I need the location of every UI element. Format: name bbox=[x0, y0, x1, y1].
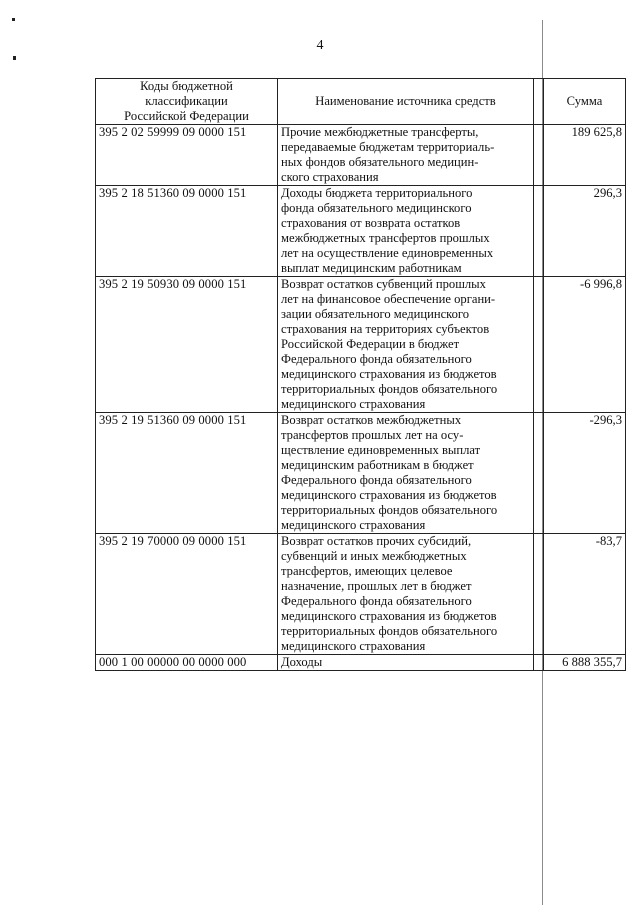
row-amount: -83,7 bbox=[544, 534, 626, 655]
table-row-total bbox=[96, 655, 626, 671]
budget-sources-table bbox=[95, 78, 626, 671]
table-header-row bbox=[96, 79, 626, 125]
row-code: 395 2 18 51360 09 0000 151 bbox=[96, 186, 278, 277]
row-gap-cell bbox=[534, 413, 544, 534]
page-number: 4 bbox=[316, 38, 324, 53]
header-amount: Сумма bbox=[544, 79, 626, 125]
header-gap-cell bbox=[534, 79, 544, 125]
row-gap-cell bbox=[534, 277, 544, 413]
row-amount: -296,3 bbox=[544, 413, 626, 534]
row-source-name: Возврат остатков межбюджетных трансфертов прошлых лет на осу- ществление единовременных выплат медицинским работникам в бюджет Федерального фонда обязательного медицинского страхования из бюджетов территориальных фондов обязательного медицинского страхования bbox=[278, 413, 534, 534]
row-source-name: Возврат остатков прочих субсидий, субвенций и иных межбюджетных трансфертов, имеющих целевое назначение, прошлых лет в бюджет Федерального фонда обязательного медицинского страхования из бюджетов территориальных фондов обязательного медицинского страхования bbox=[278, 534, 534, 655]
row-gap-cell bbox=[534, 534, 544, 655]
row-source-name: Возврат остатков субвенций прошлых лет на финансовое обеспечение органи- зации обязательного медицинского страхования на территориях субъектов Российской Федерации в бюджет Федерального фонда обязательного медицинского страхования из бюджетов территориальных фондов обязательного медицинского страхования bbox=[278, 277, 534, 413]
header-source-name: Наименование источника средств bbox=[278, 79, 534, 125]
row-gap-cell bbox=[534, 655, 544, 671]
row-amount: 6 888 355,7 bbox=[544, 655, 626, 671]
row-gap-cell bbox=[534, 186, 544, 277]
scan-speck bbox=[12, 18, 15, 21]
table-row bbox=[96, 534, 626, 655]
row-code: 000 1 00 00000 00 0000 000 bbox=[96, 655, 278, 671]
row-code: 395 2 19 70000 09 0000 151 bbox=[96, 534, 278, 655]
scan-speck bbox=[13, 56, 16, 60]
row-amount: 296,3 bbox=[544, 186, 626, 277]
row-amount: -6 996,8 bbox=[544, 277, 626, 413]
row-gap-cell bbox=[534, 125, 544, 186]
table-row bbox=[96, 413, 626, 534]
table-row bbox=[96, 277, 626, 413]
row-source-name: Доходы bbox=[278, 655, 534, 671]
row-source-name: Доходы бюджета территориального фонда обязательного медицинского страхования от возврата остатков межбюджетных трансфертов прошлых лет на осуществление единовременных выплат медицинским работникам bbox=[278, 186, 534, 277]
row-code: 395 2 19 51360 09 0000 151 bbox=[96, 413, 278, 534]
table-row bbox=[96, 125, 626, 186]
row-source-name: Прочие межбюджетные трансферты, передаваемые бюджетам территориаль- ных фондов обязательного медицин- ского страхования bbox=[278, 125, 534, 186]
row-code: 395 2 19 50930 09 0000 151 bbox=[96, 277, 278, 413]
row-code: 395 2 02 59999 09 0000 151 bbox=[96, 125, 278, 186]
row-amount: 189 625,8 bbox=[544, 125, 626, 186]
header-budget-codes: Коды бюджетной классификации Российской Федерации bbox=[96, 79, 278, 125]
table-row bbox=[96, 186, 626, 277]
